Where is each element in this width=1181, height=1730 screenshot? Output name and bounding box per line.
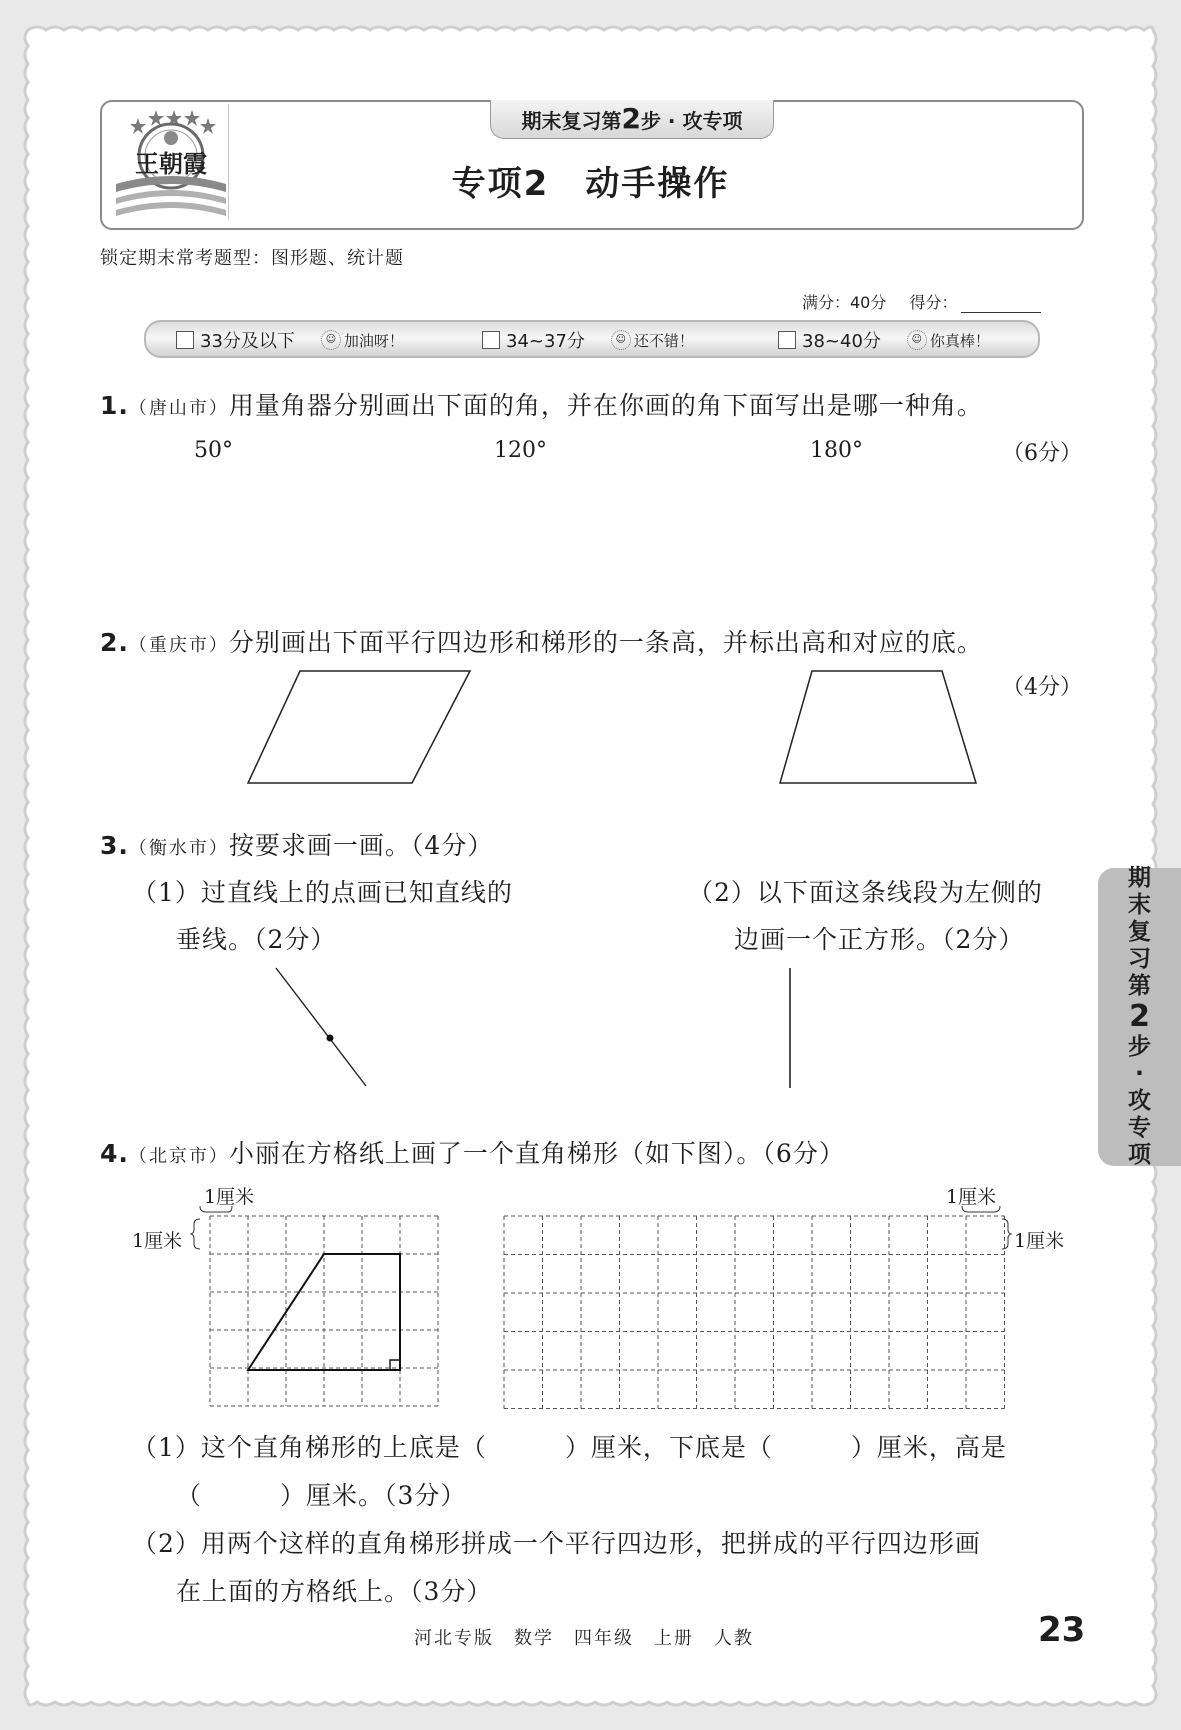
level-range: 33分及以下 — [200, 331, 295, 352]
q3-part2-line1: （2）以下面这条线段为左侧的 — [688, 878, 1043, 907]
score-level-1 — [176, 327, 404, 353]
q4-sub1-line1: （1）这个直角梯形的上底是（ ）厘米，下底是（ ）厘米，高是 — [132, 1433, 1007, 1462]
side-tab — [1098, 865, 1181, 1168]
brace-top — [200, 1206, 232, 1212]
page-title: 专项2 动手操作 — [451, 164, 730, 204]
question-3 — [100, 826, 493, 862]
level-comment: 加油呀！ — [343, 331, 404, 350]
side-tab-char: 专 — [1128, 1115, 1151, 1141]
q4-sub2-line1: （2）用两个这样的直角梯形拼成一个平行四边形，把拼成的平行四边形画 — [132, 1529, 981, 1558]
page-number: 23 — [1038, 1610, 1086, 1650]
q4-sub1-line2: （ ）厘米。（3分） — [176, 1481, 467, 1510]
question-number: 1. — [100, 391, 129, 420]
level-comment: 你真棒！ — [929, 331, 990, 350]
angle-180: 180° — [810, 438, 863, 463]
question-text: 小丽在方格纸上画了一个直角梯形（如下图）。（6分） — [228, 1139, 845, 1168]
score-level-3 — [778, 327, 990, 353]
level-range: 34~37分 — [506, 331, 585, 352]
side-tab-char: 步 — [1128, 1034, 1151, 1060]
question-2 — [100, 623, 983, 659]
side-tab-char: 第 — [1128, 973, 1151, 999]
checkbox[interactable] — [778, 331, 796, 349]
q3-part2-line2: 边画一个正方形。（2分） — [734, 925, 1025, 954]
q3-part1-line1: （1）过直线上的点画已知直线的 — [132, 878, 513, 907]
full-score: 满分：40分 — [802, 293, 887, 312]
trapezoid — [780, 671, 976, 783]
q4-sub2-line2: 在上面的方格纸上。（3分） — [176, 1577, 493, 1606]
parallelogram-figure — [240, 665, 480, 785]
question-source: （唐山市） — [128, 398, 229, 419]
step-banner-number: 2 — [621, 102, 641, 135]
question-1 — [100, 386, 983, 422]
level-range: 38~40分 — [802, 331, 881, 352]
checkbox[interactable] — [176, 331, 194, 349]
side-tab-char: 攻 — [1128, 1088, 1151, 1114]
unit-label-top-right: 1厘米 — [946, 1186, 997, 1208]
question-2-points: （4分） — [1002, 675, 1082, 700]
brace-left — [191, 1219, 200, 1249]
q3-segment — [786, 966, 794, 1090]
brace-top — [962, 1206, 1000, 1212]
side-tab-char: 末 — [1128, 892, 1151, 918]
question-source: （衡水市） — [128, 838, 229, 859]
level-comment: 还不错！ — [633, 331, 694, 350]
question-text: 用量角器分别画出下面的角，并在你画的角下面写出是哪一种角。 — [228, 391, 983, 420]
checkbox[interactable] — [482, 331, 500, 349]
subtitle: 锁定期末常考题型：图形题、统计题 — [100, 248, 404, 269]
score-line — [802, 290, 1041, 313]
footer-info: 河北专版 数学 四年级 上册 人教 — [414, 1628, 754, 1649]
question-text: 分别画出下面平行四边形和梯形的一条高，并标出高和对应的底。 — [228, 628, 983, 657]
side-tab-char: 习 — [1128, 946, 1151, 972]
score-label: 得分： — [909, 293, 958, 312]
trapezoid-figure — [770, 665, 980, 785]
question-source: （重庆市） — [128, 635, 229, 656]
question-1-points: （6分） — [1002, 441, 1082, 466]
score-blank[interactable] — [961, 296, 1041, 313]
question-text: 按要求画一画。（4分） — [228, 831, 494, 860]
given-point — [327, 1035, 334, 1042]
smile-icon: ☺ — [611, 330, 631, 350]
side-tab-step: 2 — [1129, 999, 1150, 1034]
angle-120: 120° — [494, 438, 547, 463]
unit-label-right: 1厘米 — [1014, 1230, 1065, 1252]
score-level-2 — [482, 327, 694, 353]
question-4 — [100, 1134, 845, 1170]
question-source: （北京市） — [128, 1146, 229, 1167]
side-tab-char: 项 — [1128, 1142, 1151, 1168]
logo-text: 王朝霞 — [135, 149, 207, 178]
step-banner-prefix: 期末复习第 — [521, 109, 622, 133]
question-number: 4. — [100, 1139, 129, 1168]
brace-right — [1002, 1219, 1011, 1249]
angle-50: 50° — [194, 438, 233, 463]
unit-label-top-left: 1厘米 — [204, 1186, 255, 1208]
step-banner-suffix: 步 · 攻专项 — [640, 109, 743, 133]
smile-icon: ☺ — [907, 330, 927, 350]
side-tab-char: 期 — [1128, 865, 1151, 891]
grid-with-trapezoid — [190, 1204, 450, 1416]
side-tab-char: · — [1135, 1061, 1144, 1087]
unit-label-left: 1厘米 — [132, 1230, 183, 1252]
side-tab-char: 复 — [1128, 919, 1151, 945]
q3-line-with-point — [270, 962, 380, 1092]
parallelogram — [248, 671, 470, 783]
question-number: 3. — [100, 831, 129, 860]
smile-icon: ☺ — [321, 330, 341, 350]
step-banner — [490, 100, 774, 139]
given-line — [276, 968, 366, 1086]
empty-grid — [500, 1204, 1020, 1416]
q3-part1-line2: 垂线。（2分） — [176, 925, 337, 954]
question-number: 2. — [100, 628, 129, 657]
